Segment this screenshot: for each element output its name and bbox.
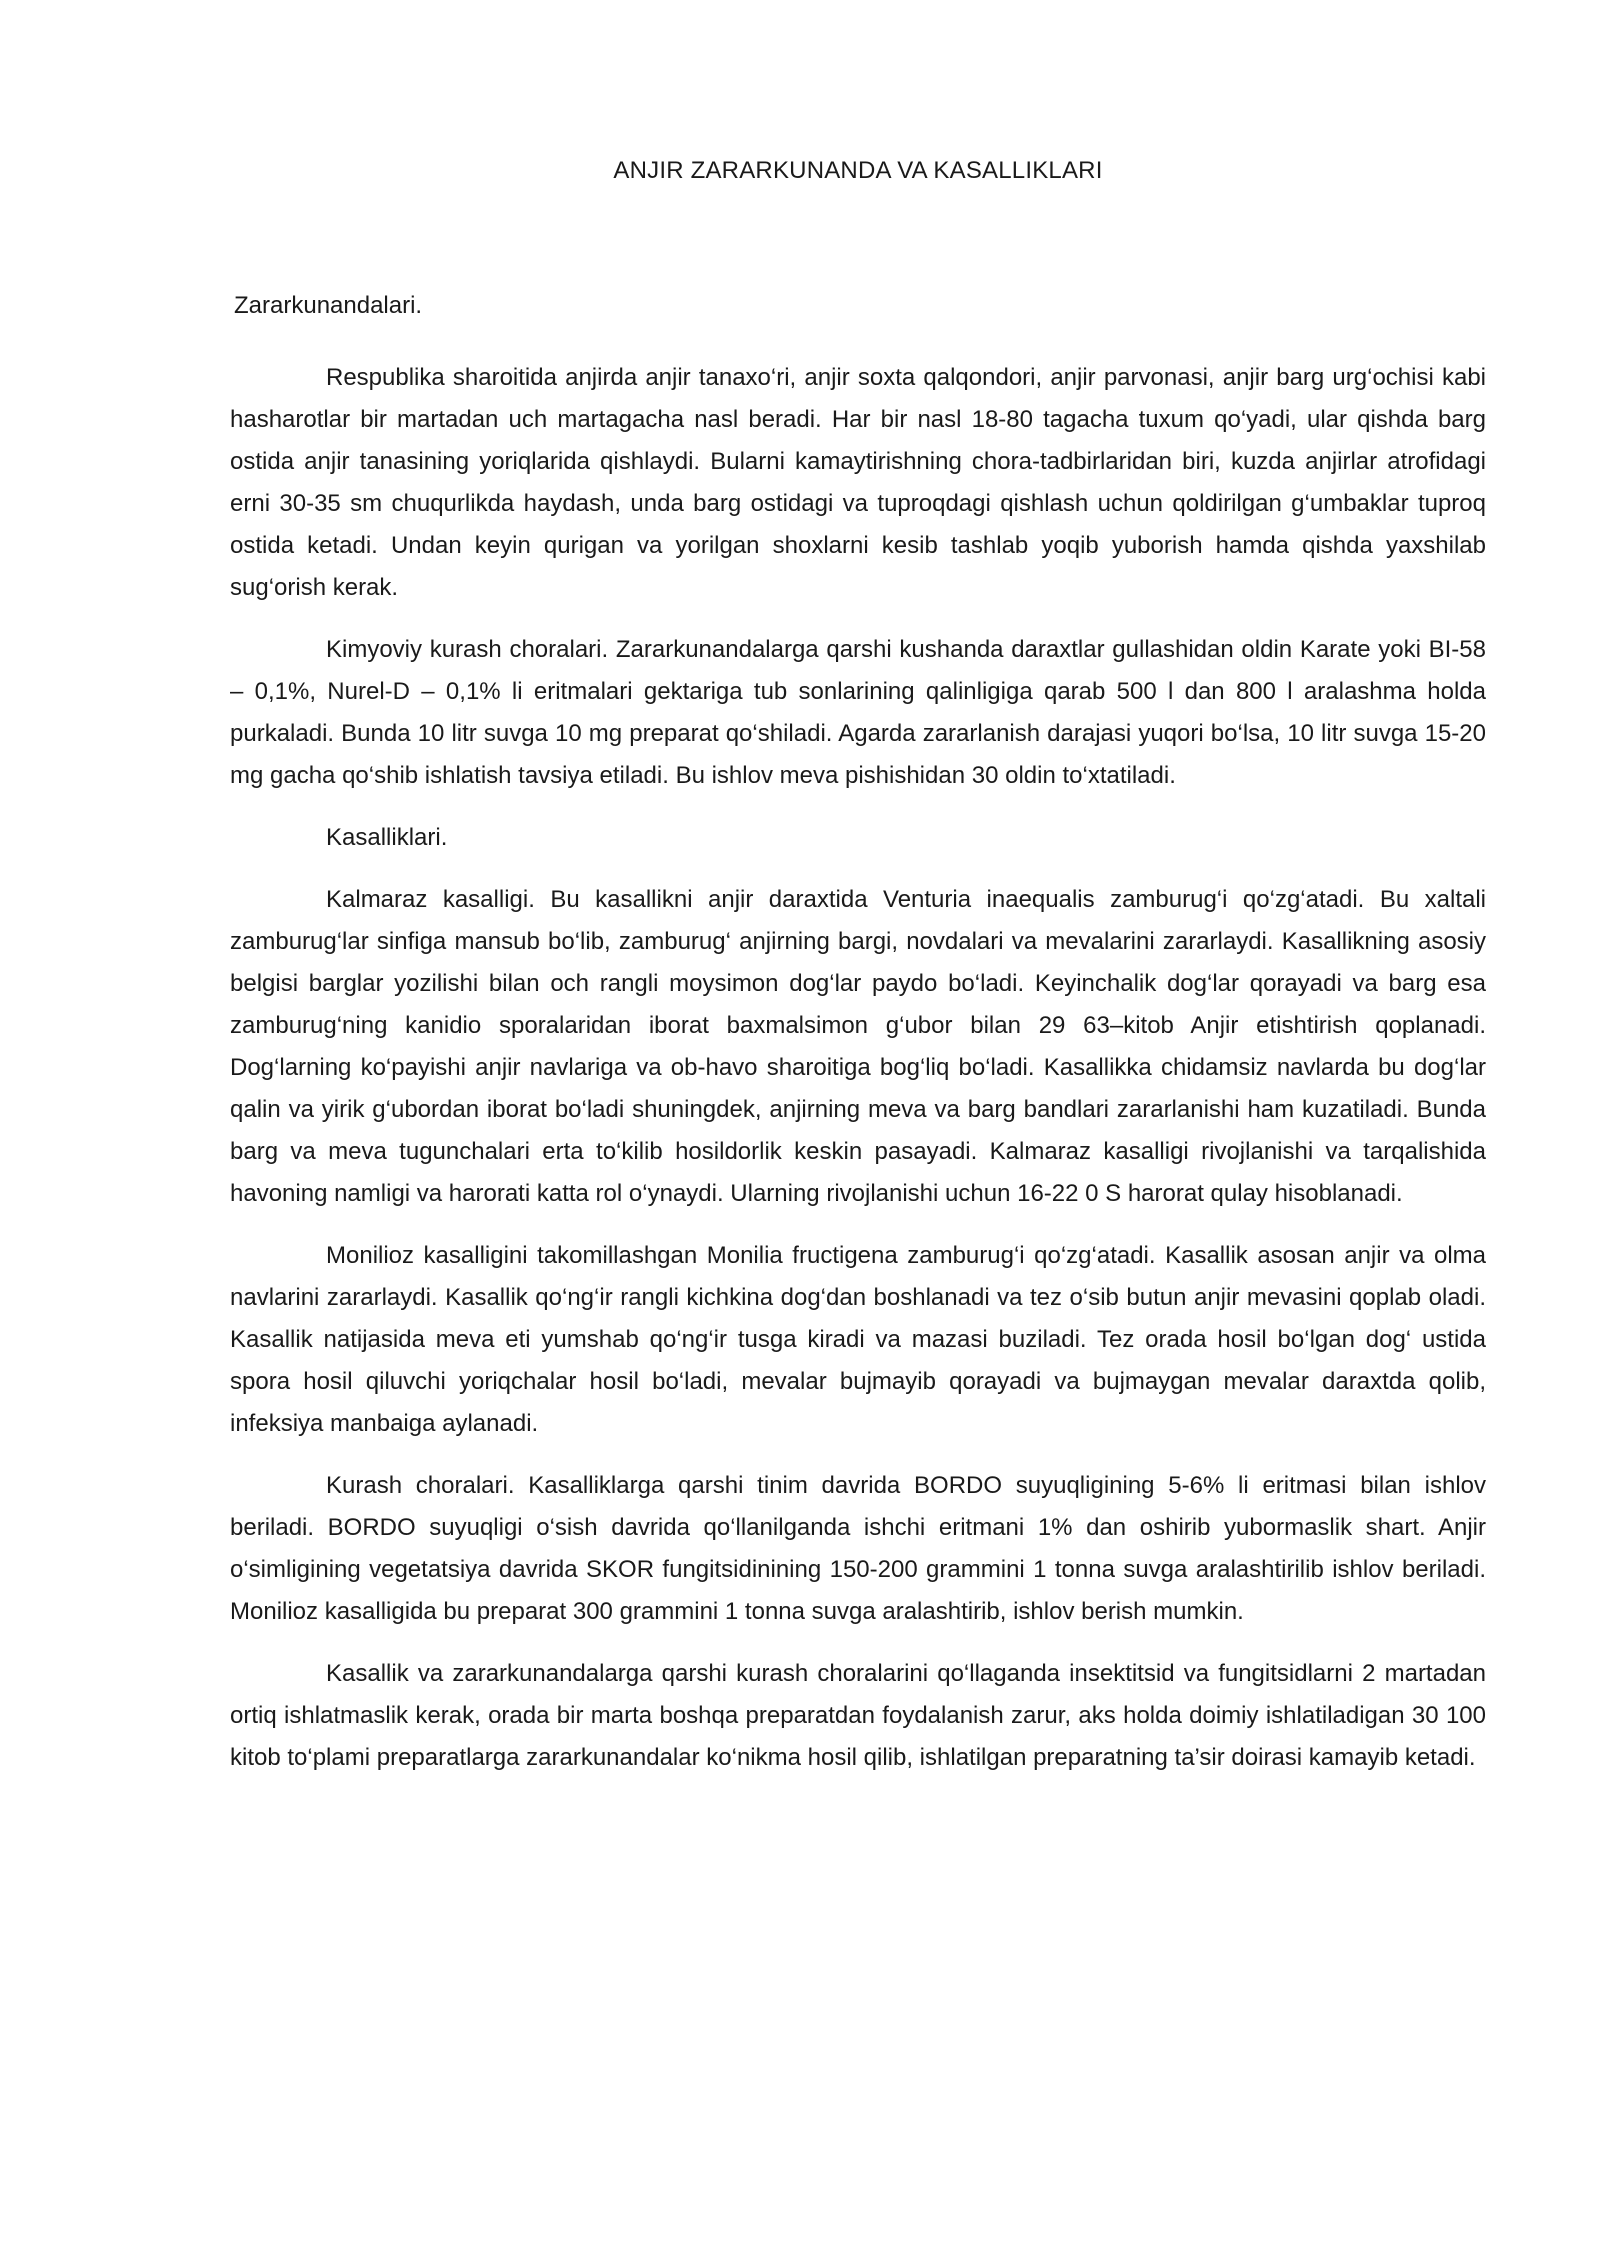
paragraph-resistance-note: Kasallik va zararkunandalarga qarshi kurash choralarini qo‘llaganda insektitsid va fungitsidlarni 2 martadan ortiq ishlatmaslik kerak, orada bir marta boshqa preparatdan foydalanish zarur, aks holda doimiy ishlatiladigan 30 100 kitob to‘plami preparatlarga zararkunandalar ko‘nikma hosil qilib, ishlatilgan preparatning ta’sir doirasi kamayib ketadi.: [230, 1660, 1486, 1771]
section-heading-pests: Zararkunandalari.: [234, 292, 423, 319]
paragraph-monilioz: Monilioz kasalligini takomillashgan Monilia fructigena zamburug‘i qo‘zg‘atadi. Kasallik asosan anjir va olma navlarini zararlaydi. Kasallik qo‘ng‘ir rangli kichkina dog‘dan boshlanadi va tez o‘sib butun anjir mevasini qoplab oladi. Kasallik natijasida meva eti yumshab qo‘ng‘ir tusga kiradi va mazasi buziladi. Tez orada hosil bo‘lgan dog‘ ustida spora hosil qiluvchi yoriqchalar hosil bo‘ladi, mevalar bujmayib qorayadi va bujmaygan mevalar daraxtda qolib, infeksiya manbaiga aylanadi.: [230, 1242, 1486, 1437]
document-body: [230, 357, 1486, 1799]
section-heading-diseases: Kasalliklari.: [326, 824, 448, 851]
paragraph-kalmaraz: Kalmaraz kasalligi. Bu kasallikni anjir daraxtida Venturia inaequalis zamburug‘i qo‘zg‘atadi. Bu xaltali zamburug‘lar sinfiga mansub bo‘lib, zamburug‘ anjirning bargi, novdalari va mevalarini zararlaydi. Kasallikning asosiy belgisi barglar yozilishi bilan och rangli moysimon dog‘lar paydo bo‘ladi. Keyinchalik dog‘lar qorayadi va barg esa zamburug‘ning kanidio sporalaridan iborat baxmalsimon g‘ubor bilan 29 63–kitob Anjir etishtirish qoplanadi. Dog‘larning ko‘payishi anjir navlariga va ob-havo sharoitiga bog‘liq bo‘ladi. Kasallikka chidamsiz navlarda bu dog‘lar qalin va yirik g‘ubordan iborat bo‘ladi shuningdek, anjirning meva va barg bandlari zararlanishi ham kuzatiladi. Bunda barg va meva tugunchalari erta to‘kilib hosildorlik keskin pasayadi. Kalmaraz kasalligi rivojlanishi va tarqalishida havoning namligi va harorati katta rol o‘ynaydi. Ularning rivojlanishi uchun 16-22 0 S harorat qulay hisoblanadi.: [230, 886, 1486, 1207]
paragraph-chemical-control: Kimyoviy kurash choralari. Zararkunandalarga qarshi kushanda daraxtlar gullashidan oldin Karate yoki BI-58 – 0,1%, Nurel-D – 0,1% li eritmalari gektariga tub sonlarining qalinligiga qarab 500 l dan 800 l aralashma holda purkaladi. Bunda 10 litr suvga 10 mg preparat qo‘shiladi. Agarda zararlanish darajasi yuqori bo‘lsa, 10 litr suvga 15-20 mg gacha qo‘shib ishlatish tavsiya etiladi. Bu ishlov meva pishishidan 30 oldin to‘xtatiladi.: [230, 636, 1486, 789]
paragraph-pests-overview: Respublika sharoitida anjirda anjir tanaxo‘ri, anjir soxta qalqondori, anjir parvonasi, anjir barg urg‘ochisi kabi hasharotlar bir martadan uch martagacha nasl beradi. Har bir nasl 18-80 tagacha tuxum qo‘yadi, ular qishda barg ostida anjir tanasining yoriqlarida qishlaydi. Bularni kamaytirishning chora-tadbirlaridan biri, kuzda anjirlar atrofidagi erni 30-35 sm chuqurlikda haydash, unda barg ostidagi va tuproqdagi qishlash uchun qoldirilgan g‘umbaklar tuproq ostida ketadi. Undan keyin qurigan va yorilgan shoxlarni kesib tashlab yoqib yuborish hamda qishda yaxshilab sug‘orish kerak.: [230, 364, 1486, 601]
paragraph-control-measures: Kurash choralari. Kasalliklarga qarshi tinim davrida BORDO suyuqligining 5-6% li eritmasi bilan ishlov beriladi. BORDO suyuqligi o‘sish davrida qo‘llanilganda ishchi eritmani 1% dan oshirib yubormaslik shart. Anjir o‘simligining vegetatsiya davrida SKOR fungitsidinining 150-200 grammini 1 tonna suvga aralashtirilib ishlov beriladi. Monilioz kasalligida bu preparat 300 grammini 1 tonna suvga aralashtirib, ishlov berish mumkin.: [230, 1472, 1486, 1625]
document-title: ANJIR ZARARKUNANDA VA KASALLIKLARI: [613, 157, 1103, 184]
